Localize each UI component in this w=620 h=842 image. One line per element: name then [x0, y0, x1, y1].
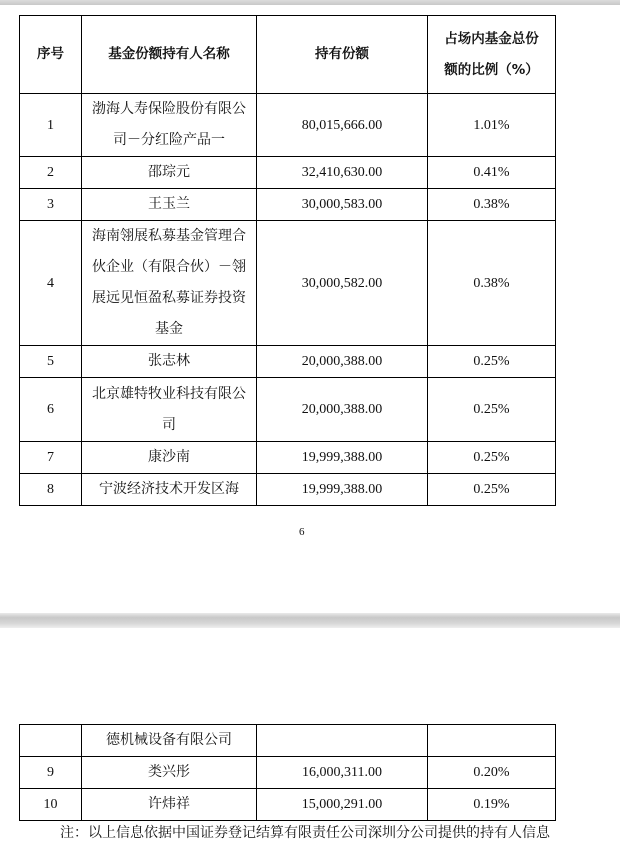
table-row — [20, 442, 587, 474]
holding-ratio: 0.25% — [428, 442, 556, 474]
table-row — [20, 474, 587, 506]
holding-shares: 80,015,666.00 — [257, 94, 428, 157]
holder-name: 渤海人寿保险股份有限公司－分红险产品一 — [82, 94, 257, 157]
header-shares: 持有份额 — [257, 16, 428, 94]
holding-ratio: 0.25% — [428, 346, 556, 378]
table-row — [20, 757, 587, 789]
holders-table-page2 — [19, 724, 587, 821]
page-number: 6 — [299, 526, 305, 538]
table-row — [20, 221, 587, 346]
table-row — [20, 189, 587, 221]
table-row — [20, 157, 587, 189]
holding-ratio: 0.38% — [428, 189, 556, 221]
holding-shares: 32,410,630.00 — [257, 157, 428, 189]
holding-shares: 30,000,583.00 — [257, 189, 428, 221]
holding-shares: 16,000,311.00 — [257, 757, 428, 789]
page-separator — [0, 613, 620, 628]
holder-name: 张志林 — [82, 346, 257, 378]
holder-name: 许炜祥 — [82, 789, 257, 821]
holder-name: 类兴彤 — [82, 757, 257, 789]
row-number: 9 — [20, 757, 82, 789]
table-row — [20, 725, 587, 757]
holding-ratio: 0.25% — [428, 378, 556, 442]
table-row — [20, 789, 587, 821]
header-name: 基金份额持有人名称 — [82, 16, 257, 94]
row-number: 2 — [20, 157, 82, 189]
holding-ratio: 0.25% — [428, 474, 556, 506]
holder-name: 北京雄特牧业科技有限公司 — [82, 378, 257, 442]
table-row — [20, 94, 587, 157]
row-number: 6 — [20, 378, 82, 442]
table-header-row — [20, 16, 587, 94]
row-number: 1 — [20, 94, 82, 157]
holding-shares: 20,000,388.00 — [257, 346, 428, 378]
holding-ratio: 0.20% — [428, 757, 556, 789]
holding-shares: 30,000,582.00 — [257, 221, 428, 346]
holding-ratio: 1.01% — [428, 94, 556, 157]
holder-name: 王玉兰 — [82, 189, 257, 221]
table-note: 注：以上信息依据中国证券登记结算有限责任公司深圳分公司提供的持有人信息 — [60, 826, 550, 841]
row-number: 7 — [20, 442, 82, 474]
viewer-top-band — [0, 0, 620, 5]
holding-shares: 19,999,388.00 — [257, 442, 428, 474]
holder-name: 宁波经济技术开发区海 — [82, 474, 257, 506]
holder-name: 邵琮元 — [82, 157, 257, 189]
holding-shares: 19,999,388.00 — [257, 474, 428, 506]
holding-ratio: 0.41% — [428, 157, 556, 189]
holding-ratio: 0.19% — [428, 789, 556, 821]
holding-shares: 20,000,388.00 — [257, 378, 428, 442]
holder-name: 康沙南 — [82, 442, 257, 474]
table-row — [20, 346, 587, 378]
holding-shares: 15,000,291.00 — [257, 789, 428, 821]
row-number: 10 — [20, 789, 82, 821]
holder-name: 德机械设备有限公司 — [82, 725, 257, 757]
holding-ratio: 0.38% — [428, 221, 556, 346]
row-number: 4 — [20, 221, 82, 346]
holding-shares — [257, 725, 428, 757]
row-number — [20, 725, 82, 757]
holder-name: 海南翎展私募基金管理合伙企业（有限合伙）－翎展远见恒盈私募证券投资基金 — [82, 221, 257, 346]
table-row — [20, 378, 587, 442]
header-ratio: 占场内基金总份额的比例（%） — [428, 16, 556, 94]
row-number: 5 — [20, 346, 82, 378]
row-number: 8 — [20, 474, 82, 506]
row-number: 3 — [20, 189, 82, 221]
holders-table-page1 — [19, 15, 587, 506]
header-no: 序号 — [20, 16, 82, 94]
holding-ratio — [428, 725, 556, 757]
